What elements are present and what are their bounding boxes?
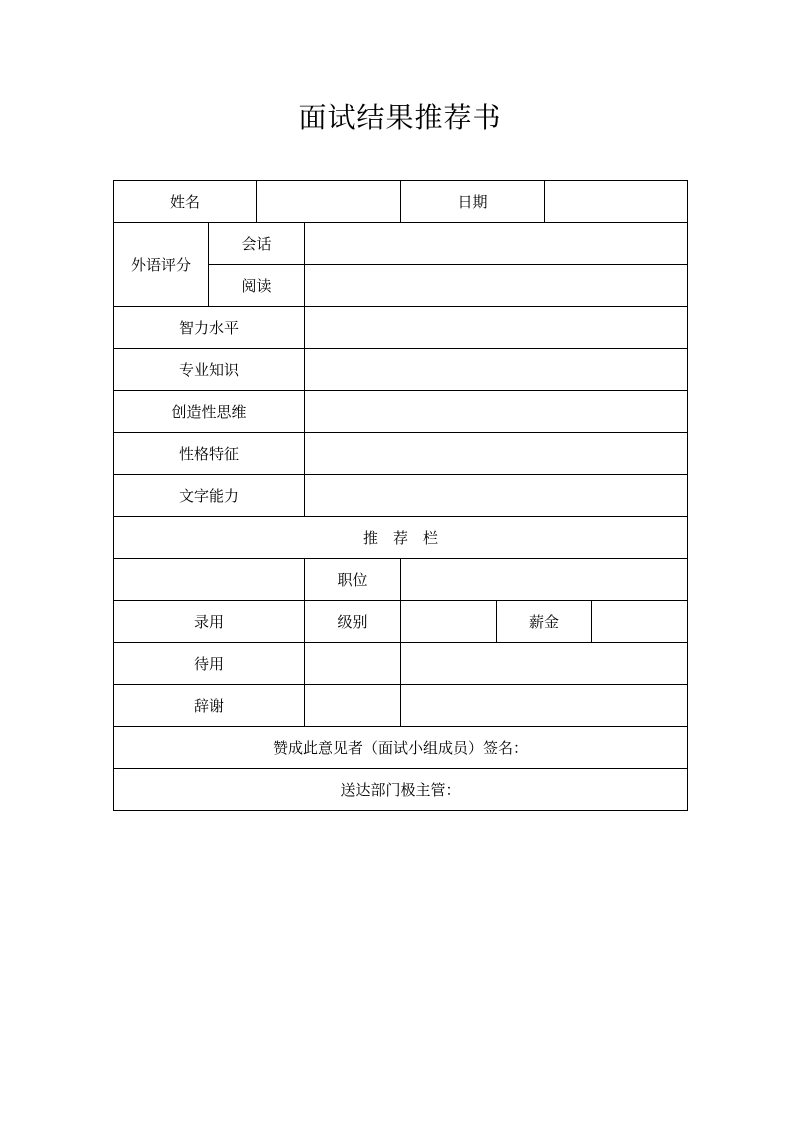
- foreign-language-label: 外语评分: [114, 223, 209, 307]
- row-position: [114, 559, 688, 601]
- reading-score-field[interactable]: [305, 265, 688, 307]
- intelligence-label: 智力水平: [114, 307, 305, 349]
- pending-mark-field[interactable]: [305, 643, 401, 685]
- row-name-date: [114, 181, 688, 223]
- salary-field[interactable]: [592, 601, 688, 643]
- row-conversation: [114, 223, 688, 265]
- row-recommendation-header: [114, 517, 688, 559]
- creativity-label: 创造性思维: [114, 391, 305, 433]
- row-personality: [114, 433, 688, 475]
- personality-label: 性格特征: [114, 433, 305, 475]
- page-title: 面试结果推荐书: [298, 101, 502, 134]
- recommendation-form: [113, 180, 688, 811]
- row-hire: [114, 601, 688, 643]
- row-intelligence: [114, 307, 688, 349]
- hire-label: 录用: [114, 601, 305, 643]
- expertise-field[interactable]: [305, 349, 688, 391]
- decline-note-field[interactable]: [401, 685, 688, 727]
- writing-label: 文字能力: [114, 475, 305, 517]
- conversation-label: 会话: [209, 223, 305, 265]
- recommendation-header: 推 荐 栏: [114, 517, 688, 559]
- position-field[interactable]: [401, 559, 688, 601]
- reading-label: 阅读: [209, 265, 305, 307]
- writing-field[interactable]: [305, 475, 688, 517]
- conversation-score-field[interactable]: [305, 223, 688, 265]
- name-field[interactable]: [257, 181, 401, 223]
- row-expertise: [114, 349, 688, 391]
- date-label: 日期: [401, 181, 545, 223]
- row-creativity: [114, 391, 688, 433]
- intelligence-field[interactable]: [305, 307, 688, 349]
- salary-label: 薪金: [497, 601, 592, 643]
- row-writing: [114, 475, 688, 517]
- row-decline: [114, 685, 688, 727]
- row-pending: [114, 643, 688, 685]
- pending-label: 待用: [114, 643, 305, 685]
- row-approvers: [114, 727, 688, 769]
- row-supervisor: [114, 769, 688, 811]
- level-field[interactable]: [401, 601, 497, 643]
- decline-mark-field[interactable]: [305, 685, 401, 727]
- supervisor-label: 送达部门极主管：: [114, 769, 688, 811]
- expertise-label: 专业知识: [114, 349, 305, 391]
- pending-note-field[interactable]: [401, 643, 688, 685]
- creativity-field[interactable]: [305, 391, 688, 433]
- personality-field[interactable]: [305, 433, 688, 475]
- date-field[interactable]: [545, 181, 688, 223]
- approvers-signature-label: 赞成此意见者（面试小组成员）签名：: [114, 727, 688, 769]
- decline-label: 辞谢: [114, 685, 305, 727]
- position-blank-cell: [114, 559, 305, 601]
- level-label: 级别: [305, 601, 401, 643]
- name-label: 姓名: [114, 181, 257, 223]
- position-label: 职位: [305, 559, 401, 601]
